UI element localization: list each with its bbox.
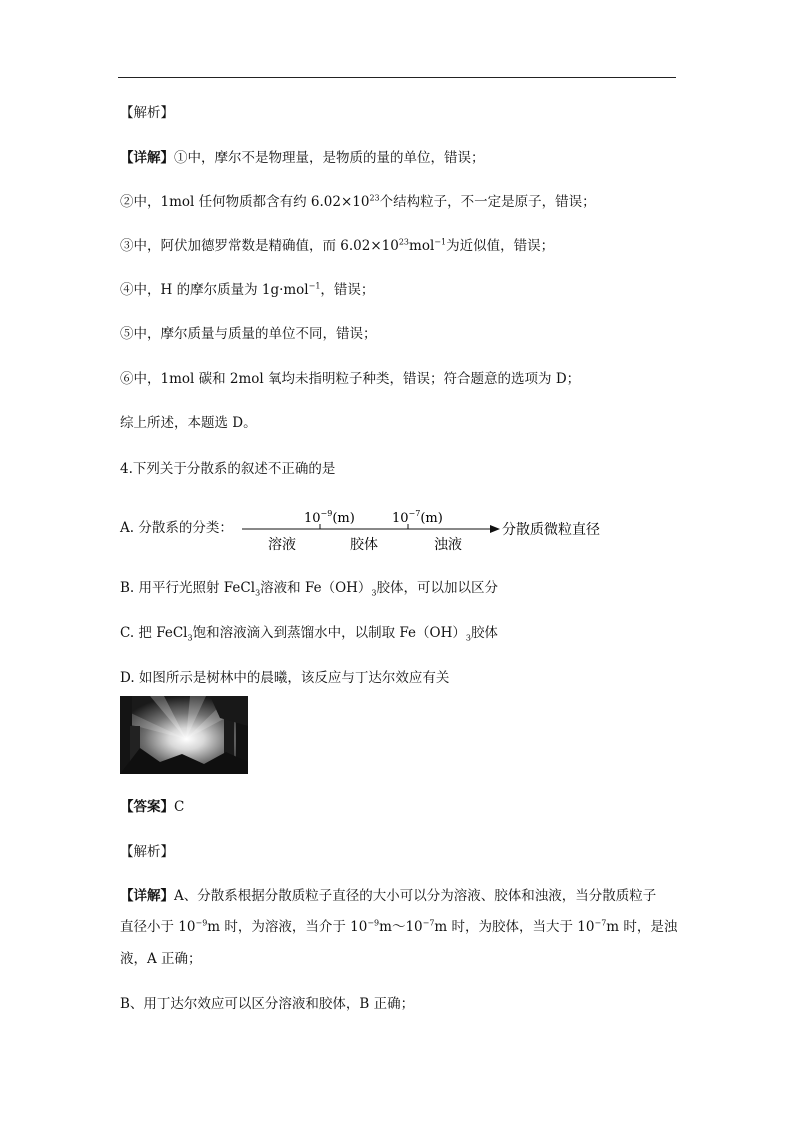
header-rule xyxy=(118,77,676,78)
option-a-label: A. 分散系的分类： xyxy=(120,520,233,536)
dispersion-classification-diagram xyxy=(120,500,680,560)
explanation-line-2: 直径小于 $10^{-9}m$ 时，为溶液，当介于 $10^{-9}m\sim 10^{-7}m$ 时，为胶体，当大于 $10^{-7}m$ 时，是浊 xyxy=(120,918,678,935)
segment-colloid: 胶体 xyxy=(350,537,378,553)
answer-value: C xyxy=(174,799,185,815)
detail-line-3: ③中，阿伏加德罗常数是精确值，而 $6.02\times 10^{23}mol^{-1}$为近似值，错误； xyxy=(120,237,555,254)
question-4-title: 4.下列关于分散系的叙述不正确的是 xyxy=(120,461,336,477)
detail-line-1: 【详解】①中，摩尔不是物理量，是物质的量的单位，错误； xyxy=(120,150,485,166)
axis-label: 分散质微粒直径 xyxy=(502,522,600,538)
summary-line: 综上所述，本题选 D。 xyxy=(120,415,257,431)
explanation-line-1: 【详解】A、分散系根据分散质粒子直径的大小可以分为溶液、胶体和浊液，当分散质粒子 xyxy=(120,888,657,904)
analysis-heading: 【解析】 xyxy=(120,105,174,121)
option-d: D. 如图所示是树林中的晨曦，该反应与丁达尔效应有关 xyxy=(120,670,450,686)
forest-morning-light-photo xyxy=(120,696,248,774)
answer-line xyxy=(120,798,184,816)
segment-solution: 溶液 xyxy=(268,537,296,553)
detail-line-4: ④中，H 的摩尔质量为 1g·mol$^{-1}$，错误； xyxy=(120,281,375,298)
detail-line-2: ②中，1mol 任何物质都含有约 $6.02\times 10^{23}$个结构粒子，不一定是原子，错误； xyxy=(120,193,596,210)
explanation-line-3: 液，A 正确； xyxy=(120,951,202,967)
detail-line-5: ⑤中，摩尔质量与质量的单位不同，错误； xyxy=(120,326,377,342)
tick-label-1: $10^{-9}(m)$ xyxy=(304,509,355,526)
detail-label: 【详解】 xyxy=(120,150,174,166)
segment-suspension: 浊液 xyxy=(434,537,462,553)
option-c: C. 把 FeCl$_3$饱和溶液滴入到蒸馏水中，以制取 $Fe(OH)_3$胶体 xyxy=(120,625,498,643)
detail-line-6: ⑥中，1mol 碳和 2mol 氧均未指明粒子种类，错误；符合题意的选项为 D； xyxy=(120,371,581,387)
answer-label: 【答案】 xyxy=(120,799,174,815)
axis-arrow-head xyxy=(490,525,500,533)
option-b: B. 用平行光照射 FeCl$_3$溶液和 $Fe(OH)_3$胶体，可以加以区分 xyxy=(120,580,498,598)
explanation-line-4: B、用丁达尔效应可以区分溶液和胶体，B 正确； xyxy=(120,996,415,1012)
tick-label-2: $10^{-7}(m)$ xyxy=(392,509,443,526)
analysis-heading-2: 【解析】 xyxy=(120,844,174,860)
